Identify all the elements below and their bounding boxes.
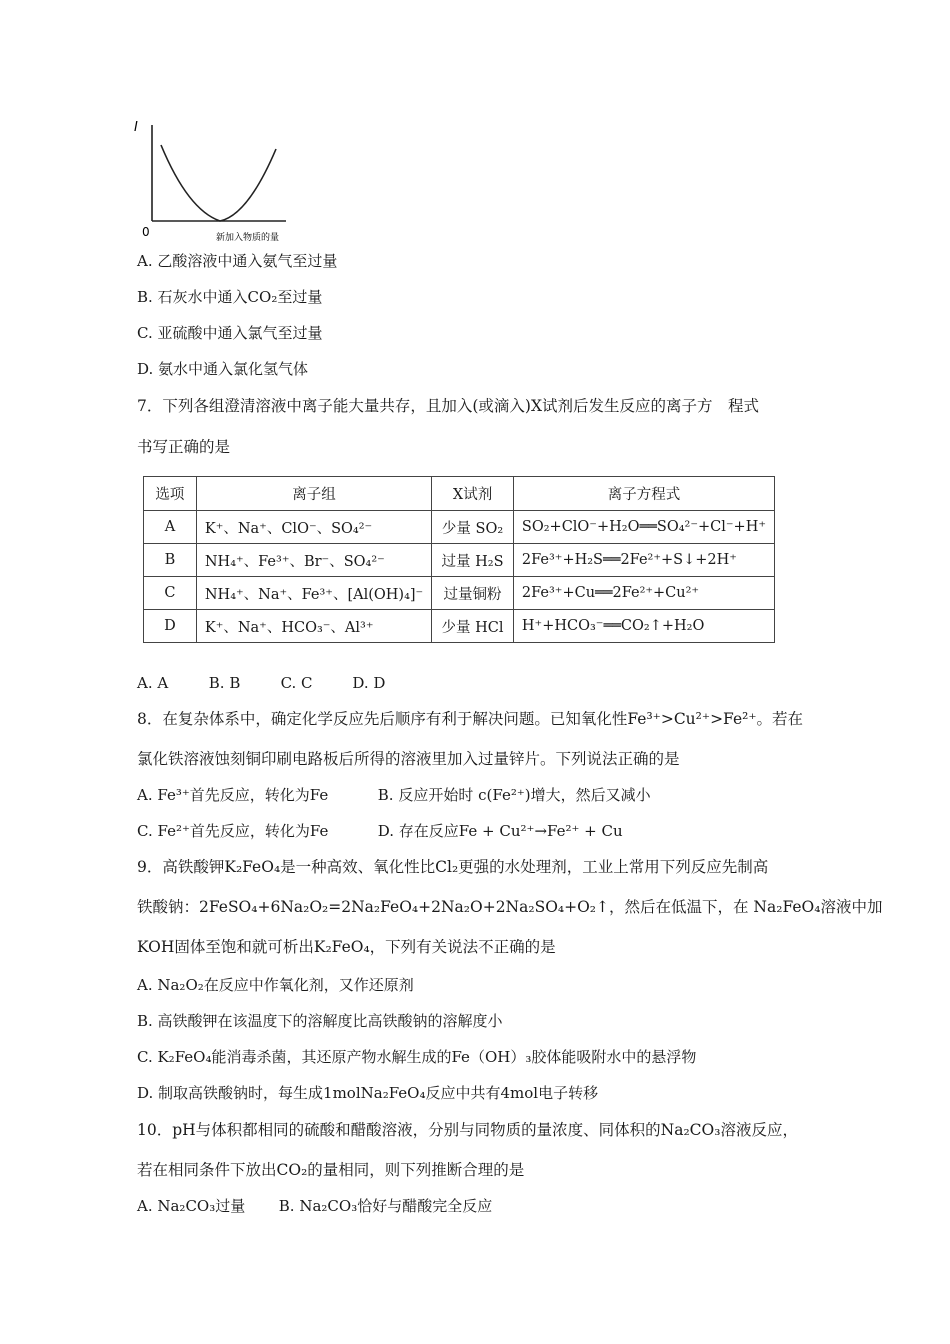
q7-option-a: A. A xyxy=(137,674,169,692)
table-row xyxy=(144,511,775,544)
row-option: A xyxy=(144,511,197,544)
q10-stem-line1: 10．pH与体积都相同的硫酸和醋酸溶液，分别与同物质的量浓度、同体积的Na₂CO₃溶液反应， xyxy=(137,1121,798,1139)
table-row xyxy=(144,544,775,577)
q7-stem-line1: 7．下列各组澄清溶液中离子能大量共存，且加入(或滴入)X试剂后发生反应的离子方 程式 xyxy=(137,397,759,415)
q10-option-a: A. Na₂CO₃过量 xyxy=(137,1197,246,1215)
table-row xyxy=(144,610,775,643)
row-ions: K⁺、Na⁺、HCO₃⁻、Al³⁺ xyxy=(196,610,431,643)
q9-option-b: B. 高铁酸钾在该温度下的溶解度比高铁酸钠的溶解度小 xyxy=(137,1012,503,1030)
row-reagent: 少量 SO₂ xyxy=(432,511,514,544)
q9-option-d: D. 制取高铁酸钠时，每生成1molNa₂FeO₄反应中共有4mol电子转移 xyxy=(137,1084,599,1102)
q8-stem-line2: 氯化铁溶液蚀刻铜印刷电路板后所得的溶液里加入过量锌片。下列说法正确的是 xyxy=(137,750,680,768)
q7-options xyxy=(137,673,385,693)
graph-origin-label: 0 xyxy=(142,225,150,239)
header-option: 选项 xyxy=(144,477,197,511)
row-ions: NH₄⁺、Na⁺、Fe³⁺、[Al(OH)₄]⁻ xyxy=(196,577,431,610)
q9-stem-line1: 9．高铁酸钾K₂FeO₄是一种高效、氧化性比Cl₂更强的水处理剂，工业上常用下列反应先制高 xyxy=(137,858,769,876)
graph-x-label: 新加入物质的量 xyxy=(216,233,280,243)
ion-table xyxy=(143,476,775,643)
row-ions: NH₄⁺、Fe³⁺、Br⁻、SO₄²⁻ xyxy=(196,544,431,577)
q6-option-c: C. 亚硫酸中通入氯气至过量 xyxy=(137,324,323,342)
row-reagent: 少量 HCl xyxy=(432,610,514,643)
row-equation: 2Fe³⁺+Cu══2Fe²⁺+Cu²⁺ xyxy=(513,577,774,610)
graph-y-label: I xyxy=(134,120,138,135)
row-reagent: 过量 H₂S xyxy=(432,544,514,577)
q10-options-row1 xyxy=(137,1196,492,1216)
row-option: B xyxy=(144,544,197,577)
conductivity-curve xyxy=(161,145,276,221)
q9-stem-line2: 铁酸钠：2FeSO₄+6Na₂O₂=2Na₂FeO₄+2Na₂O+2Na₂SO₄+O₂↑，然后在低温下，在 Na₂FeO₄溶液中加 xyxy=(137,898,883,916)
row-equation: SO₂+ClO⁻+H₂O══SO₄²⁻+Cl⁻+H⁺ xyxy=(513,511,774,544)
row-ions: K⁺、Na⁺、ClO⁻、SO₄²⁻ xyxy=(196,511,431,544)
header-equation: 离子方程式 xyxy=(513,477,774,511)
q7-option-b: B. B xyxy=(208,674,241,692)
q7-option-d: D. D xyxy=(352,674,386,692)
q7-option-c: C. C xyxy=(280,674,313,692)
conductivity-graph xyxy=(128,115,288,247)
row-equation: H⁺+HCO₃⁻══CO₂↑+H₂O xyxy=(513,610,774,643)
q9-option-a: A. Na₂O₂在反应中作氧化剂，又作还原剂 xyxy=(137,976,414,994)
q6-option-d: D. 氨水中通入氯化氢气体 xyxy=(137,360,309,378)
table-row xyxy=(144,577,775,610)
row-option: C xyxy=(144,577,197,610)
q7-stem-line2: 书写正确的是 xyxy=(137,438,231,456)
table-header-row xyxy=(144,477,775,511)
q8-option-d: D. 存在反应Fe + Cu²⁺→Fe²⁺ + Cu xyxy=(377,822,623,840)
q9-stem-line3: KOH固体至饱和就可析出K₂FeO₄，下列有关说法不正确的是 xyxy=(137,938,556,956)
q8-option-a: A. Fe³⁺首先反应，转化为Fe xyxy=(137,786,329,804)
header-reagent: X试剂 xyxy=(432,477,514,511)
q8-option-c: C. Fe²⁺首先反应，转化为Fe xyxy=(137,822,329,840)
q8-stem-line1: 8．在复杂体系中，确定化学反应先后顺序有利于解决问题。已知氧化性Fe³⁺>Cu²⁺>Fe²⁺。若在 xyxy=(137,710,804,728)
header-ions: 离子组 xyxy=(196,477,431,511)
row-equation: 2Fe³⁺+H₂S══2Fe²⁺+S↓+2H⁺ xyxy=(513,544,774,577)
q8-option-b: B. 反应开始时 c(Fe²⁺)增大，然后又减小 xyxy=(377,786,651,804)
q8-options-row1 xyxy=(137,785,651,805)
q6-option-b: B. 石灰水中通入CO₂至过量 xyxy=(137,288,323,306)
row-option: D xyxy=(144,610,197,643)
q8-options-row2 xyxy=(137,821,623,841)
q10-stem-line2: 若在相同条件下放出CO₂的量相同，则下列推断合理的是 xyxy=(137,1161,525,1179)
q6-option-a: A. 乙酸溶液中通入氨气至过量 xyxy=(137,252,338,270)
row-reagent: 过量铜粉 xyxy=(432,577,514,610)
q9-option-c: C. K₂FeO₄能消毒杀菌，其还原产物水解生成的Fe（OH）₃胶体能吸附水中的悬浮物 xyxy=(137,1048,697,1066)
q10-option-b: B. Na₂CO₃恰好与醋酸完全反应 xyxy=(278,1197,493,1215)
